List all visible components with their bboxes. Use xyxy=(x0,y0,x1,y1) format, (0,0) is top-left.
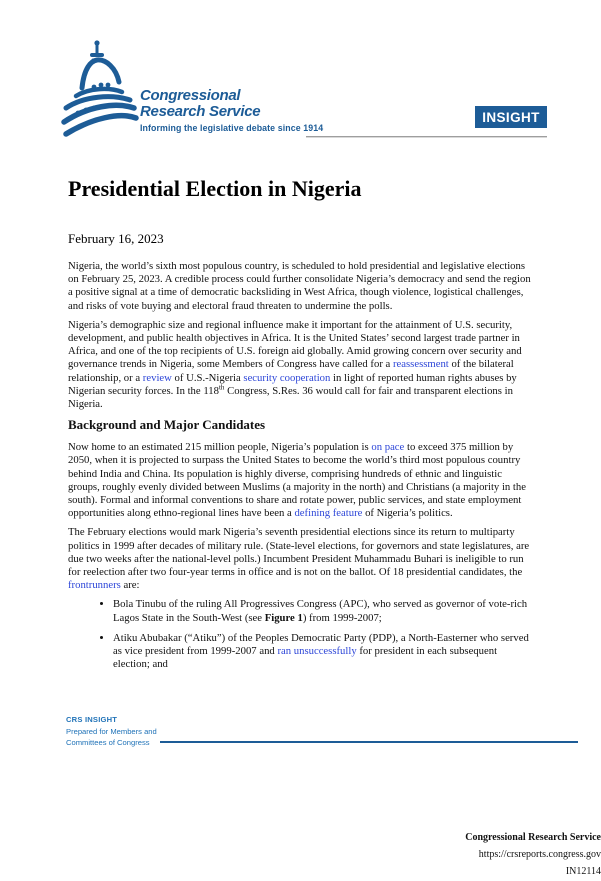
text-run: Now home to an estimated 215 million people, Nigeria’s population is xyxy=(68,441,372,454)
publication-date: February 16, 2023 xyxy=(68,231,164,246)
wordmark-line-1: Congressional xyxy=(140,87,241,104)
text-run: in light of reported human rights abuses by Nigerian security forces. In the 118 xyxy=(68,371,517,397)
inline-link[interactable]: review xyxy=(142,371,172,384)
text-run: of the bilateral relationship, or a xyxy=(68,358,514,384)
text-run: Congress, S.Res. 36 would call for fair and transparent elections in Nigeria. xyxy=(68,384,513,411)
superscript: th xyxy=(218,383,225,392)
report-number: IN12114 xyxy=(565,866,601,878)
wordmark-line-2: Research Service xyxy=(140,102,261,120)
document-body xyxy=(68,260,533,671)
text-run: are: xyxy=(120,579,140,592)
insight-badge: INSIGHT xyxy=(475,106,547,128)
crs-wordmark xyxy=(140,88,323,133)
page-title: Presidential Election in Nigeria xyxy=(68,176,362,201)
text-run: to exceed 375 million by 2050, when it is projected to surpass the United States to become the world’s third most populous country behind India and China. Its population is highly diverse, comprising hundreds of ethnic and linguistic groups, roughly evenly divided between Muslims (a majority in the north) and Christians (a majority in the south). Formal and informal conventions to share and rotate power, public services, and state employment opportunities along ethno-regional lines have been a xyxy=(68,441,526,520)
capitol-dome-icon xyxy=(64,38,136,138)
text-run: for president in each subsequent election; and xyxy=(113,645,498,671)
bold-text: Figure 1 xyxy=(264,611,303,624)
body-paragraph xyxy=(68,260,533,313)
body-paragraph xyxy=(68,441,533,520)
body-paragraph xyxy=(68,526,533,592)
inline-link[interactable]: ran unsuccessfully xyxy=(277,645,357,658)
text-run: of U.S.-Nigeria xyxy=(171,371,244,384)
inline-link[interactable]: reassessment xyxy=(392,358,449,371)
text-run: of Nigeria’s politics. xyxy=(362,507,453,520)
footer-divider xyxy=(160,741,578,743)
footer-brand: CRS INSIGHT xyxy=(66,715,118,724)
publisher-url: https://crsreports.congress.gov xyxy=(478,849,601,861)
inline-link[interactable]: defining feature xyxy=(294,507,363,520)
crs-insight-footer xyxy=(66,714,157,749)
section-heading: Background and Major Candidates xyxy=(68,417,266,433)
inline-link[interactable]: security cooperation xyxy=(243,371,331,384)
body-paragraph xyxy=(68,319,533,411)
text-run: Nigeria’s demographic size and regional influence make it important for the attainment of U.S. security, development, and public health objectives in Africa. It is the United States’ second largest trade partner in Africa, and one of the top recipients of U.S. foreign aid globally. Amid growing concern over security and governance trends in Nigeria, some Members of Congress have called for a xyxy=(68,318,522,371)
text-run: Bola Tinubu of the ruling All Progressives Congress (APC), who served as governor of vote-rich Lagos State in the South-West (see xyxy=(113,598,528,624)
footer-line-1: Prepared for Members and xyxy=(66,726,157,736)
text-run: Atiku Abubakar (“Atiku”) of the Peoples Democratic Party (PDP), a North-Easterner who served as vice president from 1999-2007 and xyxy=(113,631,529,658)
inline-link[interactable]: on pace xyxy=(371,441,405,454)
text-run: ) from 1999-2007; xyxy=(302,611,382,624)
header-divider xyxy=(306,136,547,138)
text-run: The February elections would mark Nigeria’s seventh presidential elections since its return to multiparty politics in 1999 after decades of military rule. (State-level elections, for governors and state legislatures, are due two weeks after the national-level polls.) Incumbent President Muhammadu Buhari is ineligible to run for reelection after two four-year terms in office and is not on the ballot. Of 18 presidential candidates, the xyxy=(68,526,530,579)
candidates-list xyxy=(68,598,533,671)
text-run: Nigeria, the world’s sixth most populous country, is scheduled to hold presidential and legislative elections on February 25, 2023. A credible process could further consolidate Nigeria’s democracy and send the region a positive signal at a time of democratic backsliding in West Africa, though violence, logistical challenges, and risks of vote buying and electoral fraud threaten to undermine the polls. xyxy=(68,260,531,312)
inline-link[interactable]: frontrunners xyxy=(68,579,121,592)
wordmark-tagline: Informing the legislative debate since 1914 xyxy=(140,123,324,133)
list-item xyxy=(113,632,533,672)
publisher-name: Congressional Research Service xyxy=(465,832,601,843)
footer-line-2: Committees of Congress xyxy=(66,738,150,748)
list-item xyxy=(113,598,533,624)
publication-info xyxy=(136,829,601,881)
